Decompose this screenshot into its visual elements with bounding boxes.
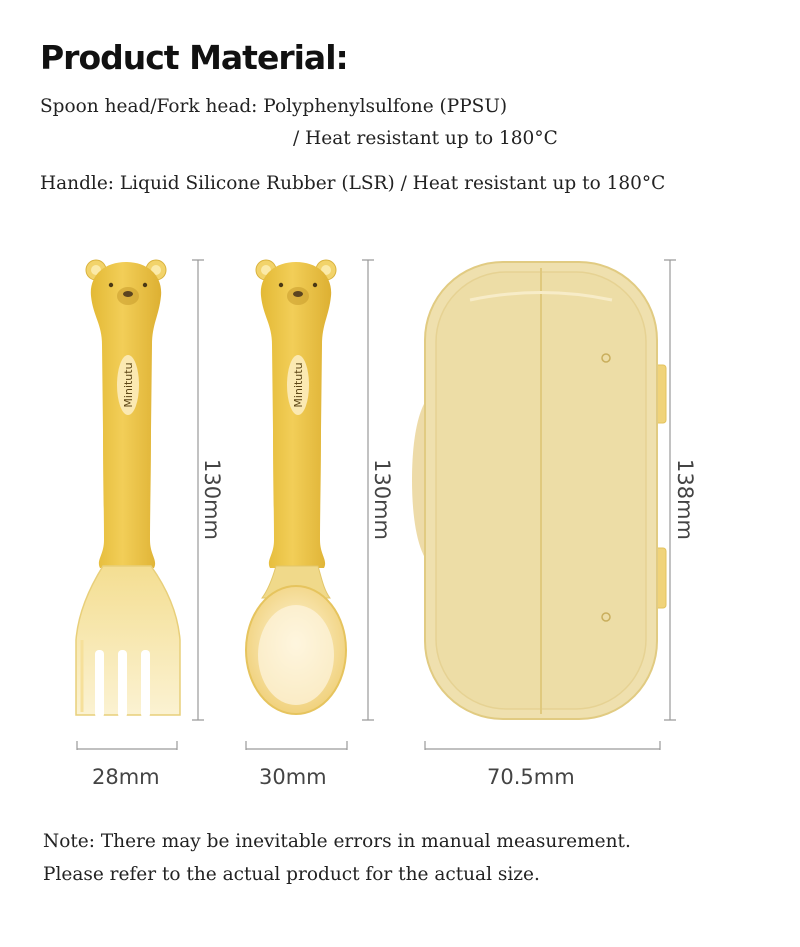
fork-brand-label: Minitutu bbox=[122, 362, 135, 408]
case-height-label: 138mm bbox=[673, 459, 697, 540]
material-spoon-fork-head: Spoon head/Fork head: Polyphenylsulfone (PPSU) bbox=[40, 96, 508, 117]
spoon bbox=[246, 260, 346, 714]
storage-case bbox=[412, 262, 666, 719]
note-line-1: Note: There may be inevitable errors in manual measurement. bbox=[43, 831, 631, 852]
page-title: Product Material: bbox=[40, 38, 348, 77]
material-handle: Handle: Liquid Silicone Rubber (LSR) / Heat resistant up to 180°C bbox=[40, 173, 666, 194]
spoon-height-label: 130mm bbox=[370, 459, 394, 540]
material-heat-resistance: / Heat resistant up to 180°C bbox=[293, 128, 558, 149]
case-width-label: 70.5mm bbox=[487, 765, 575, 789]
spoon-width-label: 30mm bbox=[259, 765, 327, 789]
spoon-brand-label: Minitutu bbox=[292, 362, 305, 408]
fork bbox=[76, 260, 180, 718]
note-line-2: Please refer to the actual product for the actual size. bbox=[43, 864, 540, 885]
fork-height-label: 130mm bbox=[200, 459, 224, 540]
fork-width-label: 28mm bbox=[92, 765, 160, 789]
